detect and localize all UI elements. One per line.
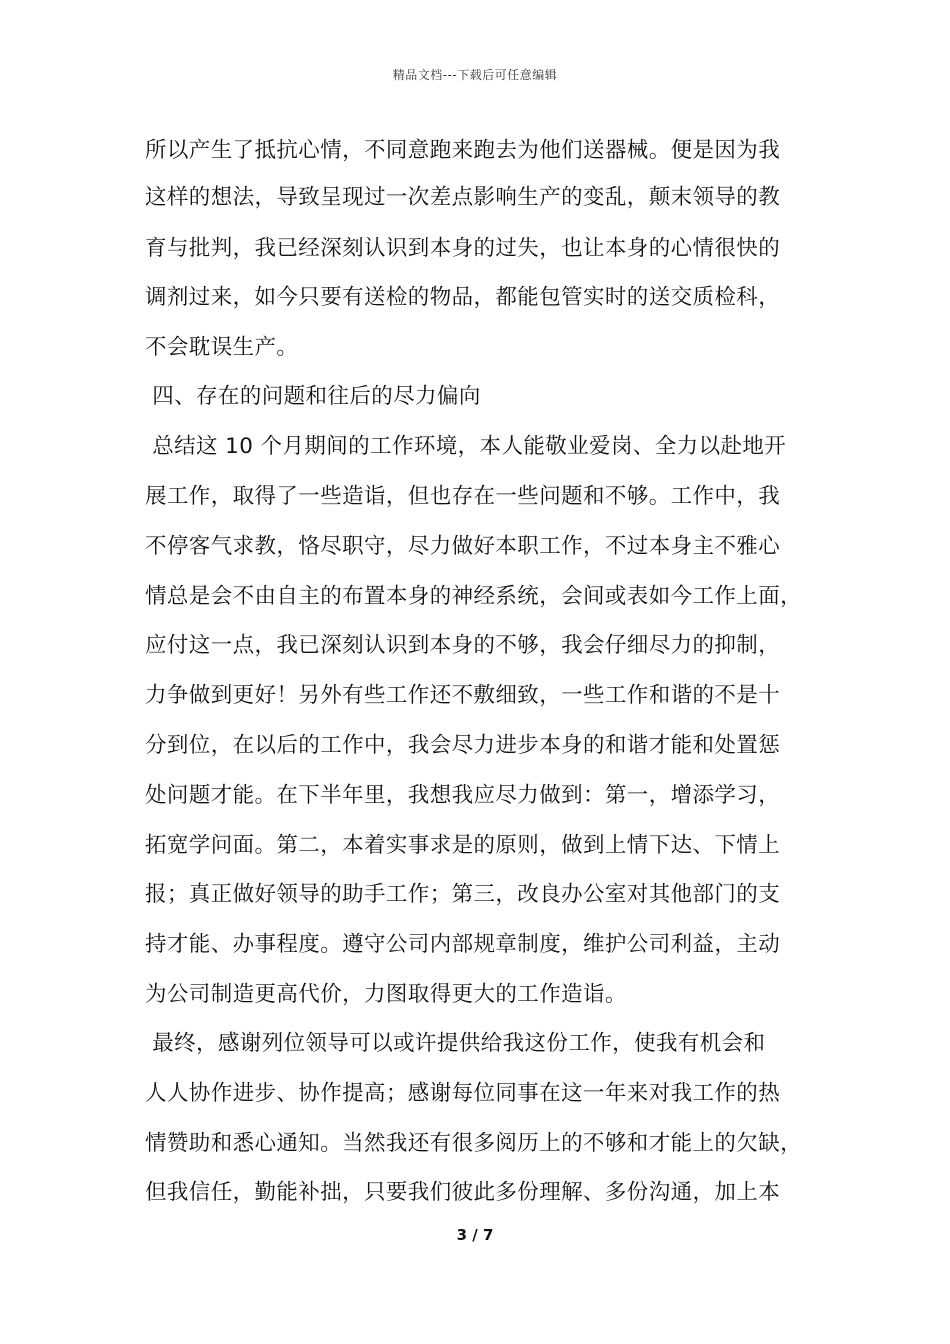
text-line: 情赞助和悉心通知。当然我还有很多阅历上的不够和才能上的欠缺，: [145, 1131, 803, 1156]
section-heading: 四、存在的问题和往后的尽力偏向: [145, 384, 481, 409]
text-line: 应付这一点，我已深刻认识到本身的不够，我会仔细尽力的抑制，: [145, 633, 781, 658]
text-line: 报；真正做好领导的助手工作；第三，改良办公室对其他部门的支: [145, 882, 781, 907]
text-line: 分到位，在以后的工作中，我会尽力进步本身的和谐才能和处置惩: [145, 733, 781, 758]
text-line: 拓宽学问面。第二，本着实事求是的原则，做到上情下达、下情上: [145, 833, 781, 858]
text-line: 力争做到更好！另外有些工作还不敷细致，一些工作和谐的不是十: [145, 683, 781, 708]
text-line: 处问题才能。在下半年里，我想我应尽力做到：第一，增添学习，: [145, 783, 781, 808]
text-line: 育与批判，我已经深刻认识到本身的过失，也让本身的心情很快的: [145, 236, 781, 261]
text-line: 不停客气求教，恪尽职守，尽力做好本职工作，不过本身主不雅心: [145, 534, 781, 559]
text-line: 情总是会不由自主的布置本身的神经系统，会间或表如今工作上面，: [145, 584, 803, 609]
text-line: 所以产生了抵抗心情，不同意跑来跑去为他们送器械。便是因为我: [145, 138, 781, 163]
page-number: 3 / 7: [456, 1226, 494, 1244]
text-line: 调剂过来，如今只要有送检的物品，都能包管实时的送交质检科，: [145, 285, 781, 310]
text-line: 最终，感谢列位领导可以或许提供给我这份工作，使我有机会和: [145, 1031, 766, 1056]
text-line: 这样的想法，导致呈现过一次差点影响生产的变乱，颠末领导的教: [145, 185, 781, 210]
text-line: 持才能、办事程度。遵守公司内部规章制度，维护公司利益，主动: [145, 932, 781, 957]
text-line: 人人协作进步、协作提高；感谢每位同事在这一年来对我工作的热: [145, 1081, 781, 1106]
text-line: 不会耽误生产。: [145, 335, 299, 360]
text-line: 总结这 10 个月期间的工作环境，本人能敬业爱岗、全力以赴地开: [145, 434, 787, 459]
text-line: 展工作，取得了一些造诣，但也存在一些问题和不够。工作中，我: [145, 484, 781, 509]
text-line: 为公司制造更高代价，力图取得更大的工作造诣。: [145, 982, 627, 1007]
page-header: 精品文档---下载后可任意编辑: [392, 68, 558, 82]
text-line: 但我信任，勤能补拙，只要我们彼此多份理解、多份沟通，加上本: [145, 1180, 781, 1205]
